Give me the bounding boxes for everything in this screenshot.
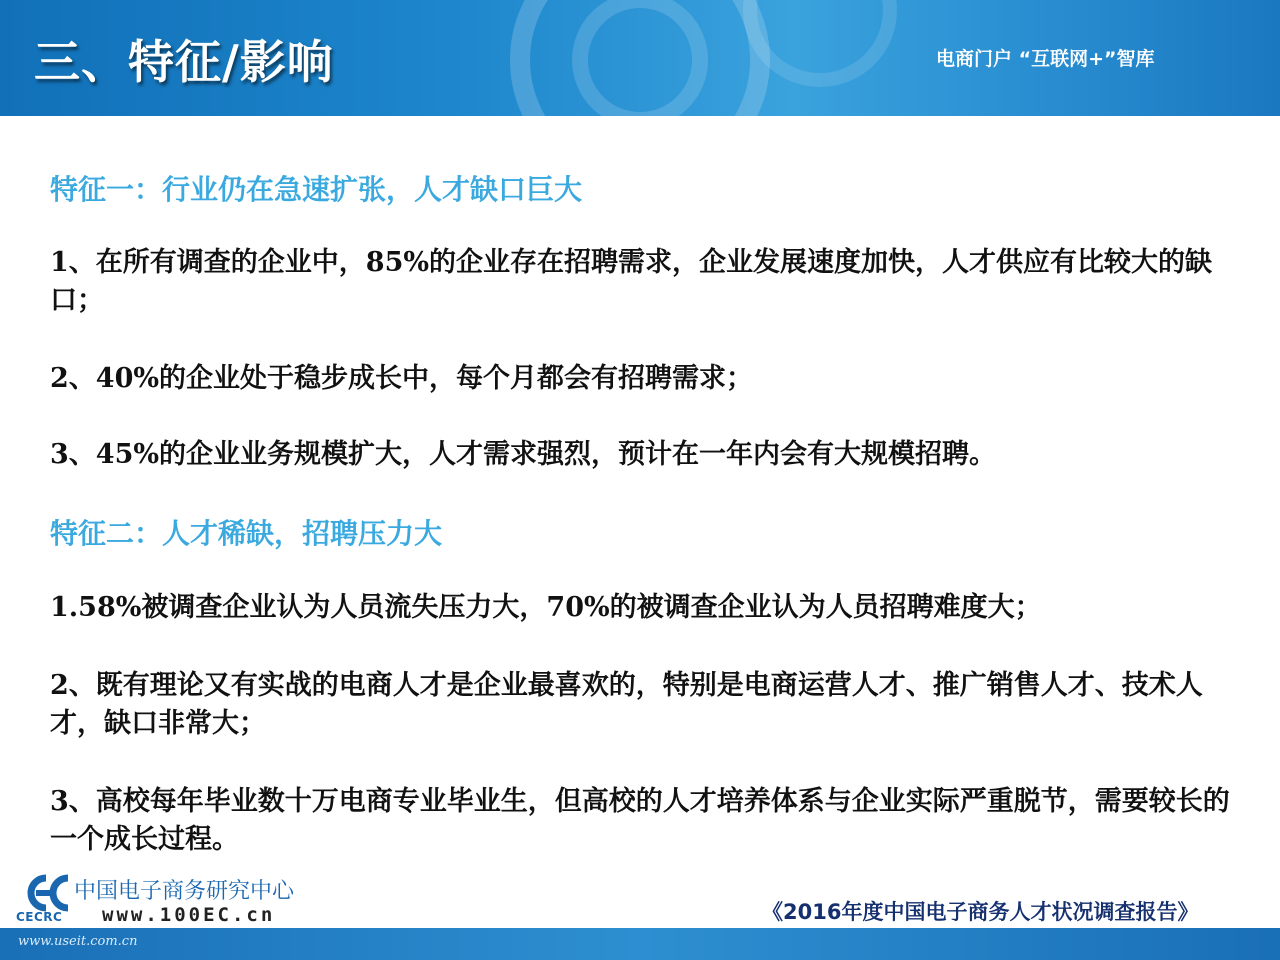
feature-one-point-3: 3、45%的企业业务规模扩大，人才需求强烈，预计在一年内会有大规模招聘。 <box>50 439 997 470</box>
logo-abbreviation: CECRC <box>16 910 63 924</box>
bottom-bar <box>0 928 1280 960</box>
slide-header <box>0 0 1280 116</box>
feature-two-point-3: 3、高校每年毕业数十万电商专业毕业生，但高校的人才培养体系与企业实际严重脱节，需要较长的一个成长过程。 <box>50 786 1230 855</box>
feature-two-point-2: 2、既有理论又有实战的电商人才是企业最喜欢的，特别是电商运营人才、推广销售人才、技术人才，缺口非常大； <box>50 670 1203 739</box>
logo-website-url: www.100EC.cn <box>102 904 276 926</box>
page-title: 三、特征/影响 <box>34 35 334 89</box>
cecrc-logo <box>16 872 316 928</box>
feature-two-heading: 特征二：人才稀缺，招聘压力大 <box>50 517 443 550</box>
cecrc-logo-mark-icon <box>16 874 72 912</box>
header-tagline: 电商门户 “互联网+”智库 <box>936 48 1155 70</box>
feature-one-point-1: 1、在所有调查的企业中，85%的企业存在招聘需求，企业发展速度加快，人才供应有比较大的缺口； <box>50 247 1213 316</box>
feature-two-point-1: 1.58%被调查企业认为人员流失压力大，70%的被调查企业认为人员招聘难度大； <box>50 592 1042 623</box>
watermark-url: www.useit.com.cn <box>18 934 138 949</box>
report-title: 《2016年度中国电子商务人才状况调查报告》 <box>762 900 1199 924</box>
feature-one-heading: 特征一：行业仍在急速扩张，人才缺口巨大 <box>50 173 583 206</box>
logo-organization-name: 中国电子商务研究中心 <box>74 879 295 904</box>
feature-one-point-2: 2、40%的企业处于稳步成长中，每个月都会有招聘需求； <box>50 363 754 394</box>
